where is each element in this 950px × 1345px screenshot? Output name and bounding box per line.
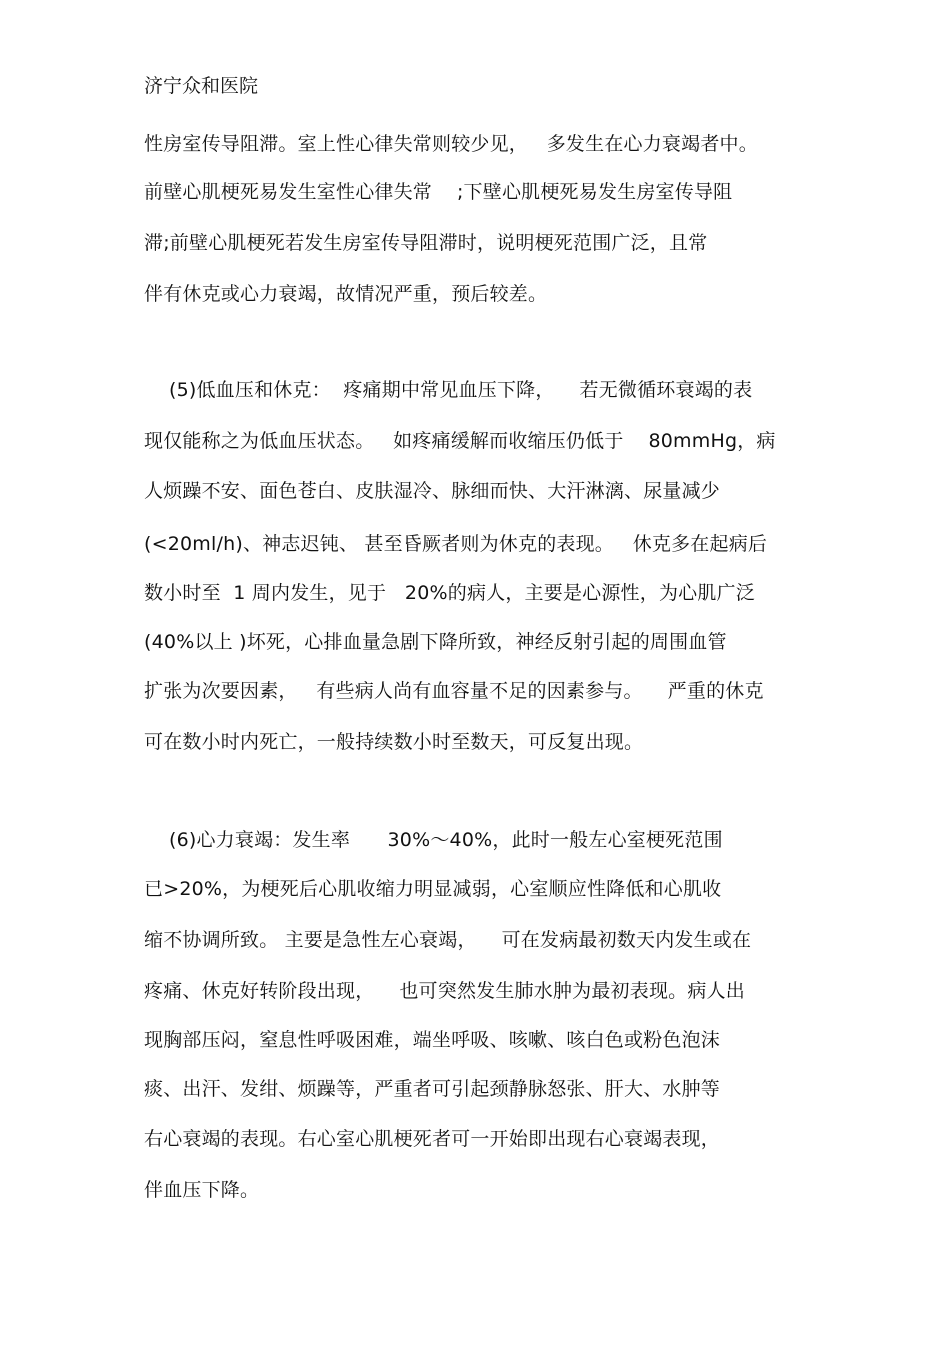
paragraph-3-line-3: 缩不协调所致。 主要是急性左心衰竭， 可在发病最初数天内发生或在 xyxy=(144,929,752,951)
paragraph-1-line-2: 前壁心肌梗死易发生室性心律失常 ;下壁心肌梗死易发生房室传导阻 xyxy=(144,181,733,203)
paragraph-3-line-5: 现胸部压闷，窒息性呼吸困难，端坐呼吸、咳嗽、咳白色或粉色泡沫 xyxy=(144,1029,721,1051)
paragraph-3-line-1: (6)心力衰竭：发生率 30%～40%，此时一般左心室梗死范围 xyxy=(144,829,723,851)
paragraph-2-line-1: (5)低血压和休克： 疼痛期中常见血压下降， 若无微循环衰竭的表 xyxy=(144,379,753,401)
paragraph-2-line-4: (<20ml/h)、神志迟钝、 甚至昏厥者则为休克的表现。 休克多在起病后 xyxy=(144,533,768,555)
paragraph-2-line-2: 现仅能称之为低血压状态。 如疼痛缓解而收缩压仍低于 80mmHg，病 xyxy=(144,430,776,452)
paragraph-3-line-6: 痰、出汗、发绀、烦躁等，严重者可引起颈静脉怒张、肝大、水肿等 xyxy=(144,1078,721,1100)
paragraph-2-line-5: 数小时至 1 周内发生，见于 20%的病人，主要是心源性，为心肌广泛 xyxy=(144,582,755,604)
paragraph-1-line-1: 性房室传导阻滞。室上性心律失常则较少见， 多发生在心力衰竭者中。 xyxy=(144,133,758,155)
paragraph-3-line-2: 已>20%，为梗死后心肌收缩力明显减弱，心室顺应性降低和心肌收 xyxy=(144,878,722,900)
paragraph-1-line-4: 伴有休克或心力衰竭，故情况严重，预后较差。 xyxy=(144,283,548,305)
paragraph-3-line-4: 疼痛、休克好转阶段出现， 也可突然发生肺水肿为最初表现。病人出 xyxy=(144,980,745,1002)
paragraph-2-line-8: 可在数小时内死亡，一般持续数小时至数天，可反复出现。 xyxy=(144,731,644,753)
paragraph-2-line-7: 扩张为次要因素， 有些病人尚有血容量不足的因素参与。 严重的休克 xyxy=(144,680,764,702)
page-header: 济宁众和医院 xyxy=(144,75,259,97)
paragraph-3-line-7: 右心衰竭的表现。右心室心肌梗死者可一开始即出现右心衰竭表现， xyxy=(144,1128,721,1150)
paragraph-1-line-3: 滞;前壁心肌梗死若发生房室传导阻滞时，说明梗死范围广泛，且常 xyxy=(144,232,708,254)
paragraph-2-line-3: 人烦躁不安、面色苍白、皮肤湿冷、脉细而快、大汗淋漓、尿量减少 xyxy=(144,480,721,502)
paragraph-3-line-8: 伴血压下降。 xyxy=(144,1179,260,1201)
paragraph-2-line-6: (40%以上 )坏死，心排血量急剧下降所致，神经反射引起的周围血管 xyxy=(144,631,727,653)
